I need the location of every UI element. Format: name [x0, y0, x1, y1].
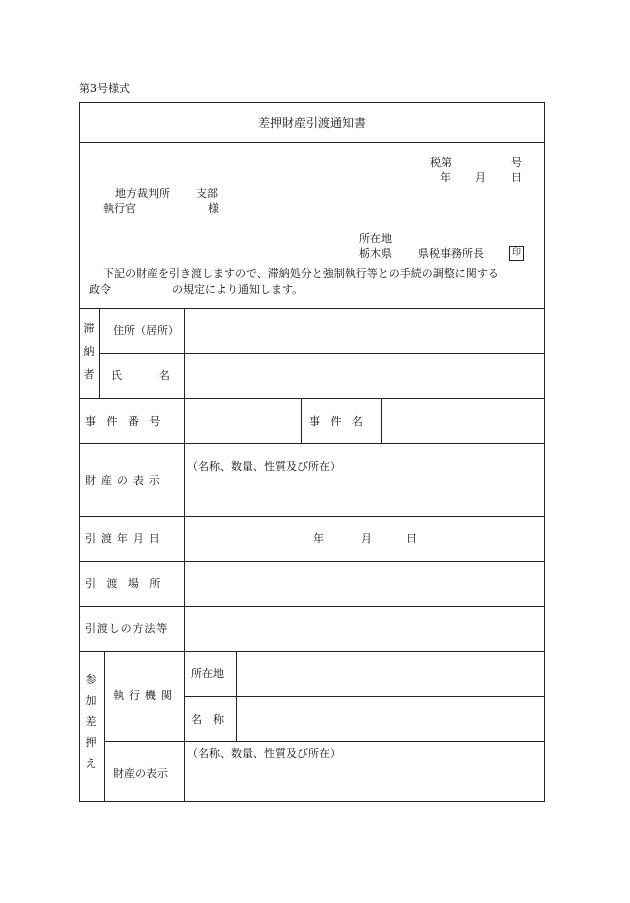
property-label: 財産の表示	[85, 474, 165, 487]
case-number-label: 事件番号	[85, 415, 171, 428]
rule-agency-bottom	[104, 741, 545, 742]
address-label: 住所（居所）	[113, 324, 179, 337]
delinquent-group-label: 滞 納 者	[83, 322, 95, 381]
handover-date-label: 引渡年月日	[85, 532, 165, 545]
rule-label-column	[184, 308, 185, 802]
name-label: 氏 名	[111, 369, 175, 382]
rule-title-bottom	[79, 142, 545, 143]
handover-year: 年	[313, 532, 324, 545]
body-text-line1: 下記の財産を引き渡しますので、滞納処分と強制執行等との手続の調整に関する	[103, 267, 499, 280]
rule-case-mid2	[381, 398, 382, 443]
attachment-property-label: 財産の表示	[113, 767, 168, 780]
seal-box: 印	[509, 246, 524, 261]
rule-agency-sub	[236, 651, 237, 741]
body-text-ordinance: 政令	[89, 283, 111, 296]
form-number: 第3号様式	[79, 82, 130, 95]
rule-delinquent-bottom	[79, 398, 545, 399]
date-day: 日	[511, 171, 522, 184]
agency-location-label: 所在地	[191, 667, 224, 680]
document-title: 差押財産引渡通知書	[257, 116, 366, 130]
enforcement-officer: 執行官	[103, 202, 136, 215]
handover-place-label: 引渡場所	[85, 577, 171, 590]
rule-address-bottom	[99, 353, 545, 354]
attachment-property-hint: （名称、数量、性質及び所在）	[187, 747, 341, 760]
rule-case-bottom	[79, 443, 545, 444]
property-hint: （名称、数量、性質及び所在）	[187, 460, 341, 473]
rule-date-bottom	[79, 561, 545, 562]
sender-address-label: 所在地	[359, 232, 392, 245]
court-branch: 支部	[196, 187, 218, 200]
case-name-label: 事件名	[309, 415, 374, 428]
honorific: 様	[208, 202, 219, 215]
tax-number-suffix: 号	[511, 156, 522, 169]
rule-attachment-group	[104, 651, 105, 802]
rule-place-bottom	[79, 606, 545, 607]
handover-method-label: 引渡しの方法等	[85, 622, 169, 635]
handover-month: 月	[361, 532, 372, 545]
sender-office-head: 県税事務所長	[418, 247, 484, 260]
rule-header-bottom	[79, 308, 545, 309]
tax-number-prefix: 税第	[430, 156, 452, 169]
handover-day: 日	[406, 532, 417, 545]
body-text-line2: の規定により通知します。	[172, 283, 304, 296]
agency-name-label: 名 称	[191, 713, 224, 726]
attachment-group-label: 参 加 差 押 え	[85, 673, 97, 770]
sender-prefecture: 栃木県	[359, 247, 392, 260]
rule-method-bottom	[79, 651, 545, 652]
rule-case-mid1	[301, 398, 302, 443]
enforcement-agency-label: 執行機関	[113, 689, 177, 702]
rule-location-bottom	[184, 696, 545, 697]
date-year: 年	[440, 171, 451, 184]
rule-property-bottom	[79, 516, 545, 517]
court-name: 地方裁判所	[115, 187, 170, 200]
rule-delinquent-group	[99, 308, 100, 398]
date-month: 月	[475, 171, 486, 184]
